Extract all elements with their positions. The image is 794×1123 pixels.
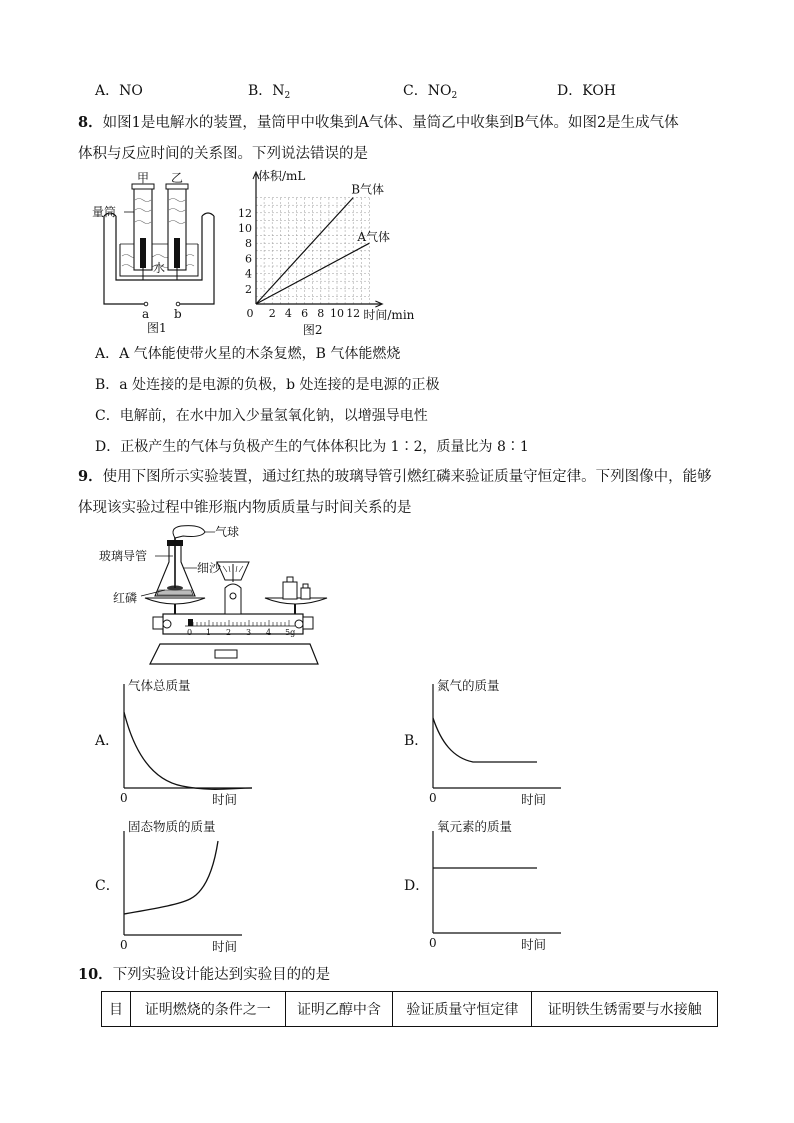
q9-graph-c-letter: C． [95, 878, 120, 894]
y-tick-label: 12 [238, 206, 252, 220]
fig1-label-b: b [174, 307, 182, 321]
scale-tick-3: 3 [246, 628, 252, 637]
series-label: A气体 [357, 230, 391, 245]
q9-graph-b-letter: B． [404, 733, 429, 749]
label-glass-tube: 玻璃导管 [99, 549, 148, 563]
graph-c-ylabel: 固态物质的质量 [128, 819, 216, 834]
fig1-label-jia: 甲 [137, 171, 150, 185]
series-line-b-gas [256, 198, 353, 304]
table-cell: 目 [102, 992, 131, 1027]
table-cell: 证明乙醇中含 [285, 992, 393, 1027]
y-tick-label: 6 [245, 252, 252, 266]
q8-stem-line1: 8．如图1是电解水的装置，量筒甲中收集到A气体、量筒乙中收集到B气体。如图2是生成气体 [78, 114, 679, 131]
table-cell: 证明铁生锈需要与水接触 [532, 992, 718, 1027]
label-balloon: 气球 [215, 525, 240, 539]
fig1-label-water: 水 [153, 261, 166, 275]
fig1-label-yi: 乙 [171, 171, 184, 185]
fig2-caption: 图2 [302, 323, 323, 337]
graph-c-curve [124, 841, 218, 914]
q9-graph-d [421, 817, 571, 957]
label-fine-sand: 细沙 [197, 561, 222, 575]
series-label: B气体 [351, 182, 385, 197]
y-axis-label: 体积/mL [258, 169, 306, 183]
q7-option-c: C．$NO_2$ [403, 83, 458, 101]
graph-b-xlabel: 时间 [521, 792, 547, 807]
x-tick-label: 10 [330, 307, 344, 320]
x-tick-label: 8 [317, 307, 325, 320]
q8-option-c: C．电解前，在水中加入少量氢氧化钠，以增强导电性 [95, 408, 428, 424]
q9-balance-apparatus [99, 522, 330, 668]
graph-c-origin: 0 [120, 938, 128, 952]
scale-tick-0: 0 [187, 628, 193, 637]
graph-d-origin: 0 [429, 936, 437, 950]
fig1-label-a: a [142, 307, 150, 321]
q7-option-d: D．KOH [557, 83, 617, 99]
graph-d-ylabel: 氧元素的质量 [437, 819, 513, 834]
graph-a-xlabel: 时间 [212, 792, 238, 807]
q8-option-d: D．正极产生的气体与负极产生的气体体积比为 1∶2，质量比为 8∶1 [95, 439, 529, 455]
q8-option-a: A．A 气体能使带火星的木条复燃，B 气体能燃烧 [95, 346, 401, 362]
q8-figure1-electrolysis [90, 170, 230, 340]
graph-a-curve [124, 712, 252, 789]
origin-label: 0 [246, 307, 254, 320]
q9-graph-d-letter: D． [404, 878, 430, 894]
q10-table [101, 991, 718, 1027]
q8-option-b: B．a 处连接的是电源的负极，b 处连接的是电源的正极 [95, 377, 440, 393]
x-tick-label: 6 [301, 307, 309, 320]
fig1-label-tube: 量筒 [92, 205, 117, 219]
scale-tick-1: 1 [206, 628, 212, 637]
x-tick-label: 4 [284, 307, 292, 320]
graph-b-origin: 0 [429, 791, 437, 805]
table-row [102, 992, 718, 1027]
scale-tick-2: 2 [226, 628, 232, 637]
graph-b-curve [433, 718, 537, 762]
scale-tick-4: 4 [266, 628, 272, 637]
y-tick-label: 8 [245, 237, 252, 251]
q8-stem-line2: 体积与反应时间的关系图。下列说法错误的是 [78, 146, 368, 162]
fig1-caption: 图1 [147, 321, 167, 335]
label-red-phosphorus: 红磷 [113, 591, 138, 605]
graph-a-origin: 0 [120, 791, 128, 805]
q9-stem-line1: 9．使用下图所示实验装置，通过红热的玻璃导管引燃红磷来验证质量守恒定律。下列图像中，能够 [78, 468, 712, 485]
q7-option-b: B．$N_2$ [248, 83, 291, 101]
q9-graph-c [112, 817, 262, 957]
x-tick-label: 2 [268, 307, 276, 320]
q9-graph-a [112, 672, 262, 812]
q9-graph-b [421, 672, 571, 812]
graph-a-ylabel: 气体总质量 [128, 678, 191, 693]
y-tick-label: 4 [245, 267, 252, 281]
table-cell: 验证质量守恒定律 [393, 992, 532, 1027]
graph-d-xlabel: 时间 [521, 937, 547, 952]
graph-c-xlabel: 时间 [212, 939, 238, 954]
q8-figure2-chart [234, 168, 424, 338]
y-tick-label: 2 [245, 282, 252, 296]
q7-option-a: A．NO [95, 83, 143, 99]
table-cell: 证明燃烧的条件之一 [131, 992, 286, 1027]
q9-graph-a-letter: A． [95, 733, 120, 749]
graph-b-ylabel: 氮气的质量 [437, 678, 500, 693]
y-tick-label: 10 [238, 222, 252, 235]
q9-stem-line2: 体现该实验过程中锥形瓶内物质质量与时间关系的是 [78, 500, 412, 516]
x-tick-label: 12 [346, 307, 361, 320]
scale-tick-5: 5g [285, 628, 296, 637]
q10-stem: 10．下列实验设计能达到实验目的的是 [78, 966, 331, 983]
x-axis-label: 时间/min [363, 308, 415, 322]
